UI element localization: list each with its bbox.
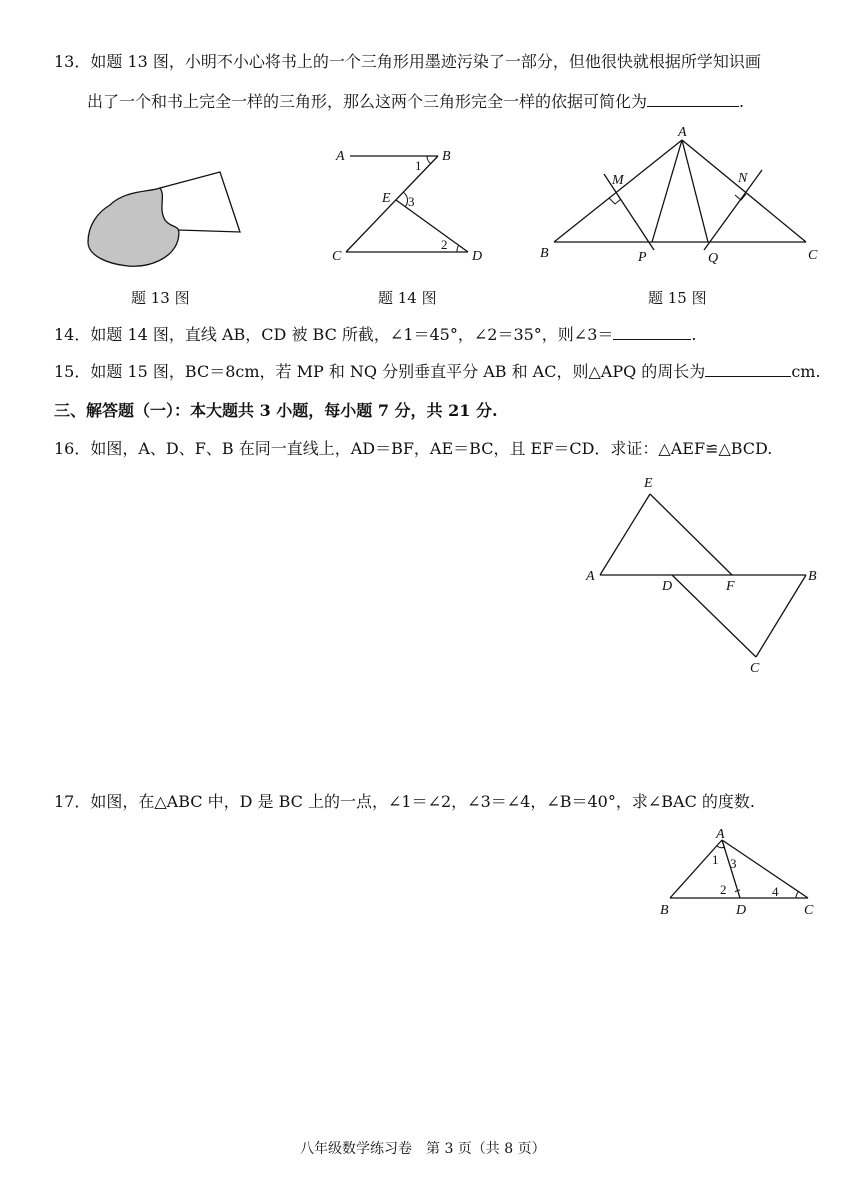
label-q: Q xyxy=(708,251,719,266)
q15 xyxy=(54,362,821,382)
q13-line1: 13．如题 13 图，小明不小心将书上的一个三角形用墨迹污染了一部分，但他很快就根据所学知识画 xyxy=(54,52,761,71)
segment-ab xyxy=(670,840,722,898)
label-d: D xyxy=(736,903,747,918)
label-a: A xyxy=(336,149,345,164)
figure-16 xyxy=(582,474,832,674)
q15-answer-blank xyxy=(705,362,791,377)
q14-end: . xyxy=(691,325,697,344)
label-a: A xyxy=(678,125,687,140)
angle-label-1: 1 xyxy=(415,158,422,173)
q14-answer-blank xyxy=(613,325,691,340)
label-d: D xyxy=(662,579,673,594)
angle-label-2: 2 xyxy=(441,237,448,252)
label-c: C xyxy=(332,249,342,264)
q13-line2-text: 出了一个和书上完全一样的三角形，那么这两个三角形完全一样的依据可简化为 xyxy=(87,92,648,111)
ink-blot xyxy=(88,188,179,266)
caption-fig15: 题 15 图 xyxy=(648,289,707,307)
caption-fig14: 题 14 图 xyxy=(378,289,437,307)
caption-fig13: 题 13 图 xyxy=(131,289,190,307)
figure-17 xyxy=(656,826,826,916)
triangle-visible-part xyxy=(160,172,240,232)
segment-ef xyxy=(650,494,732,575)
line-bc xyxy=(346,156,438,252)
angle-4-arc xyxy=(796,891,799,898)
segment-dc xyxy=(672,575,756,657)
label-b: B xyxy=(442,149,451,164)
line-ed xyxy=(396,200,468,252)
q13-answer-blank xyxy=(647,92,739,107)
section-3-heading: 三、解答题（一）：本大题共 3 小题，每小题 7 分，共 21 分. xyxy=(54,401,498,420)
q13-line2 xyxy=(87,92,744,112)
angle-1-arc xyxy=(427,156,431,164)
angle-label-3: 3 xyxy=(408,194,415,209)
angle-label-1: 1 xyxy=(712,852,719,867)
angle-label-3: 3 xyxy=(730,856,737,871)
label-b: B xyxy=(808,569,817,584)
q15-text: 15．如题 15 图，BC＝8cm，若 MP 和 NQ 分别垂直平分 AB 和 AC，则△APQ 的周长为 xyxy=(54,362,706,381)
segment-ap xyxy=(652,140,682,242)
label-m: M xyxy=(612,173,624,188)
page-footer: 八年级数学练习卷 第 3 页（共 8 页） xyxy=(300,1141,546,1157)
segment-ac xyxy=(682,140,806,242)
angle-label-2: 2 xyxy=(720,882,727,897)
right-angle-m xyxy=(609,198,621,204)
q14-text: 14．如题 14 图，直线 AB，CD 被 BC 所截，∠1＝45°，∠2＝35°，则∠3＝ xyxy=(54,325,614,344)
q14 xyxy=(54,325,697,345)
label-c: C xyxy=(750,661,760,676)
label-f: F xyxy=(726,579,735,594)
q13-end: . xyxy=(739,92,745,111)
angle-label-4: 4 xyxy=(772,884,779,899)
segment-aq xyxy=(682,140,708,242)
label-p: P xyxy=(638,250,647,265)
segment-bc xyxy=(756,575,806,657)
label-b: B xyxy=(660,903,669,918)
segment-ae xyxy=(600,494,650,575)
label-e: E xyxy=(382,191,391,206)
q16-text: 16．如图，A、D、F、B 在同一直线上，AD＝BF，AE＝BC，且 EF＝CD．求证：△AEF≌△BCD. xyxy=(54,439,773,458)
label-n: N xyxy=(738,171,748,186)
label-a: A xyxy=(716,827,725,842)
figure-14 xyxy=(330,140,490,270)
q17-text: 17．如图，在△ABC 中，D 是 BC 上的一点，∠1＝∠2，∠3＝∠4，∠B＝40°，求∠BAC 的度数. xyxy=(54,792,755,811)
label-c: C xyxy=(808,248,818,263)
label-d: D xyxy=(472,249,483,264)
angle-2-arc xyxy=(457,245,459,252)
figure-15 xyxy=(536,122,826,272)
label-e: E xyxy=(644,476,653,491)
q15-end: cm. xyxy=(791,362,821,381)
label-a: A xyxy=(586,569,595,584)
label-c: C xyxy=(804,903,814,918)
label-b: B xyxy=(540,246,549,261)
segment-ab xyxy=(554,140,682,242)
